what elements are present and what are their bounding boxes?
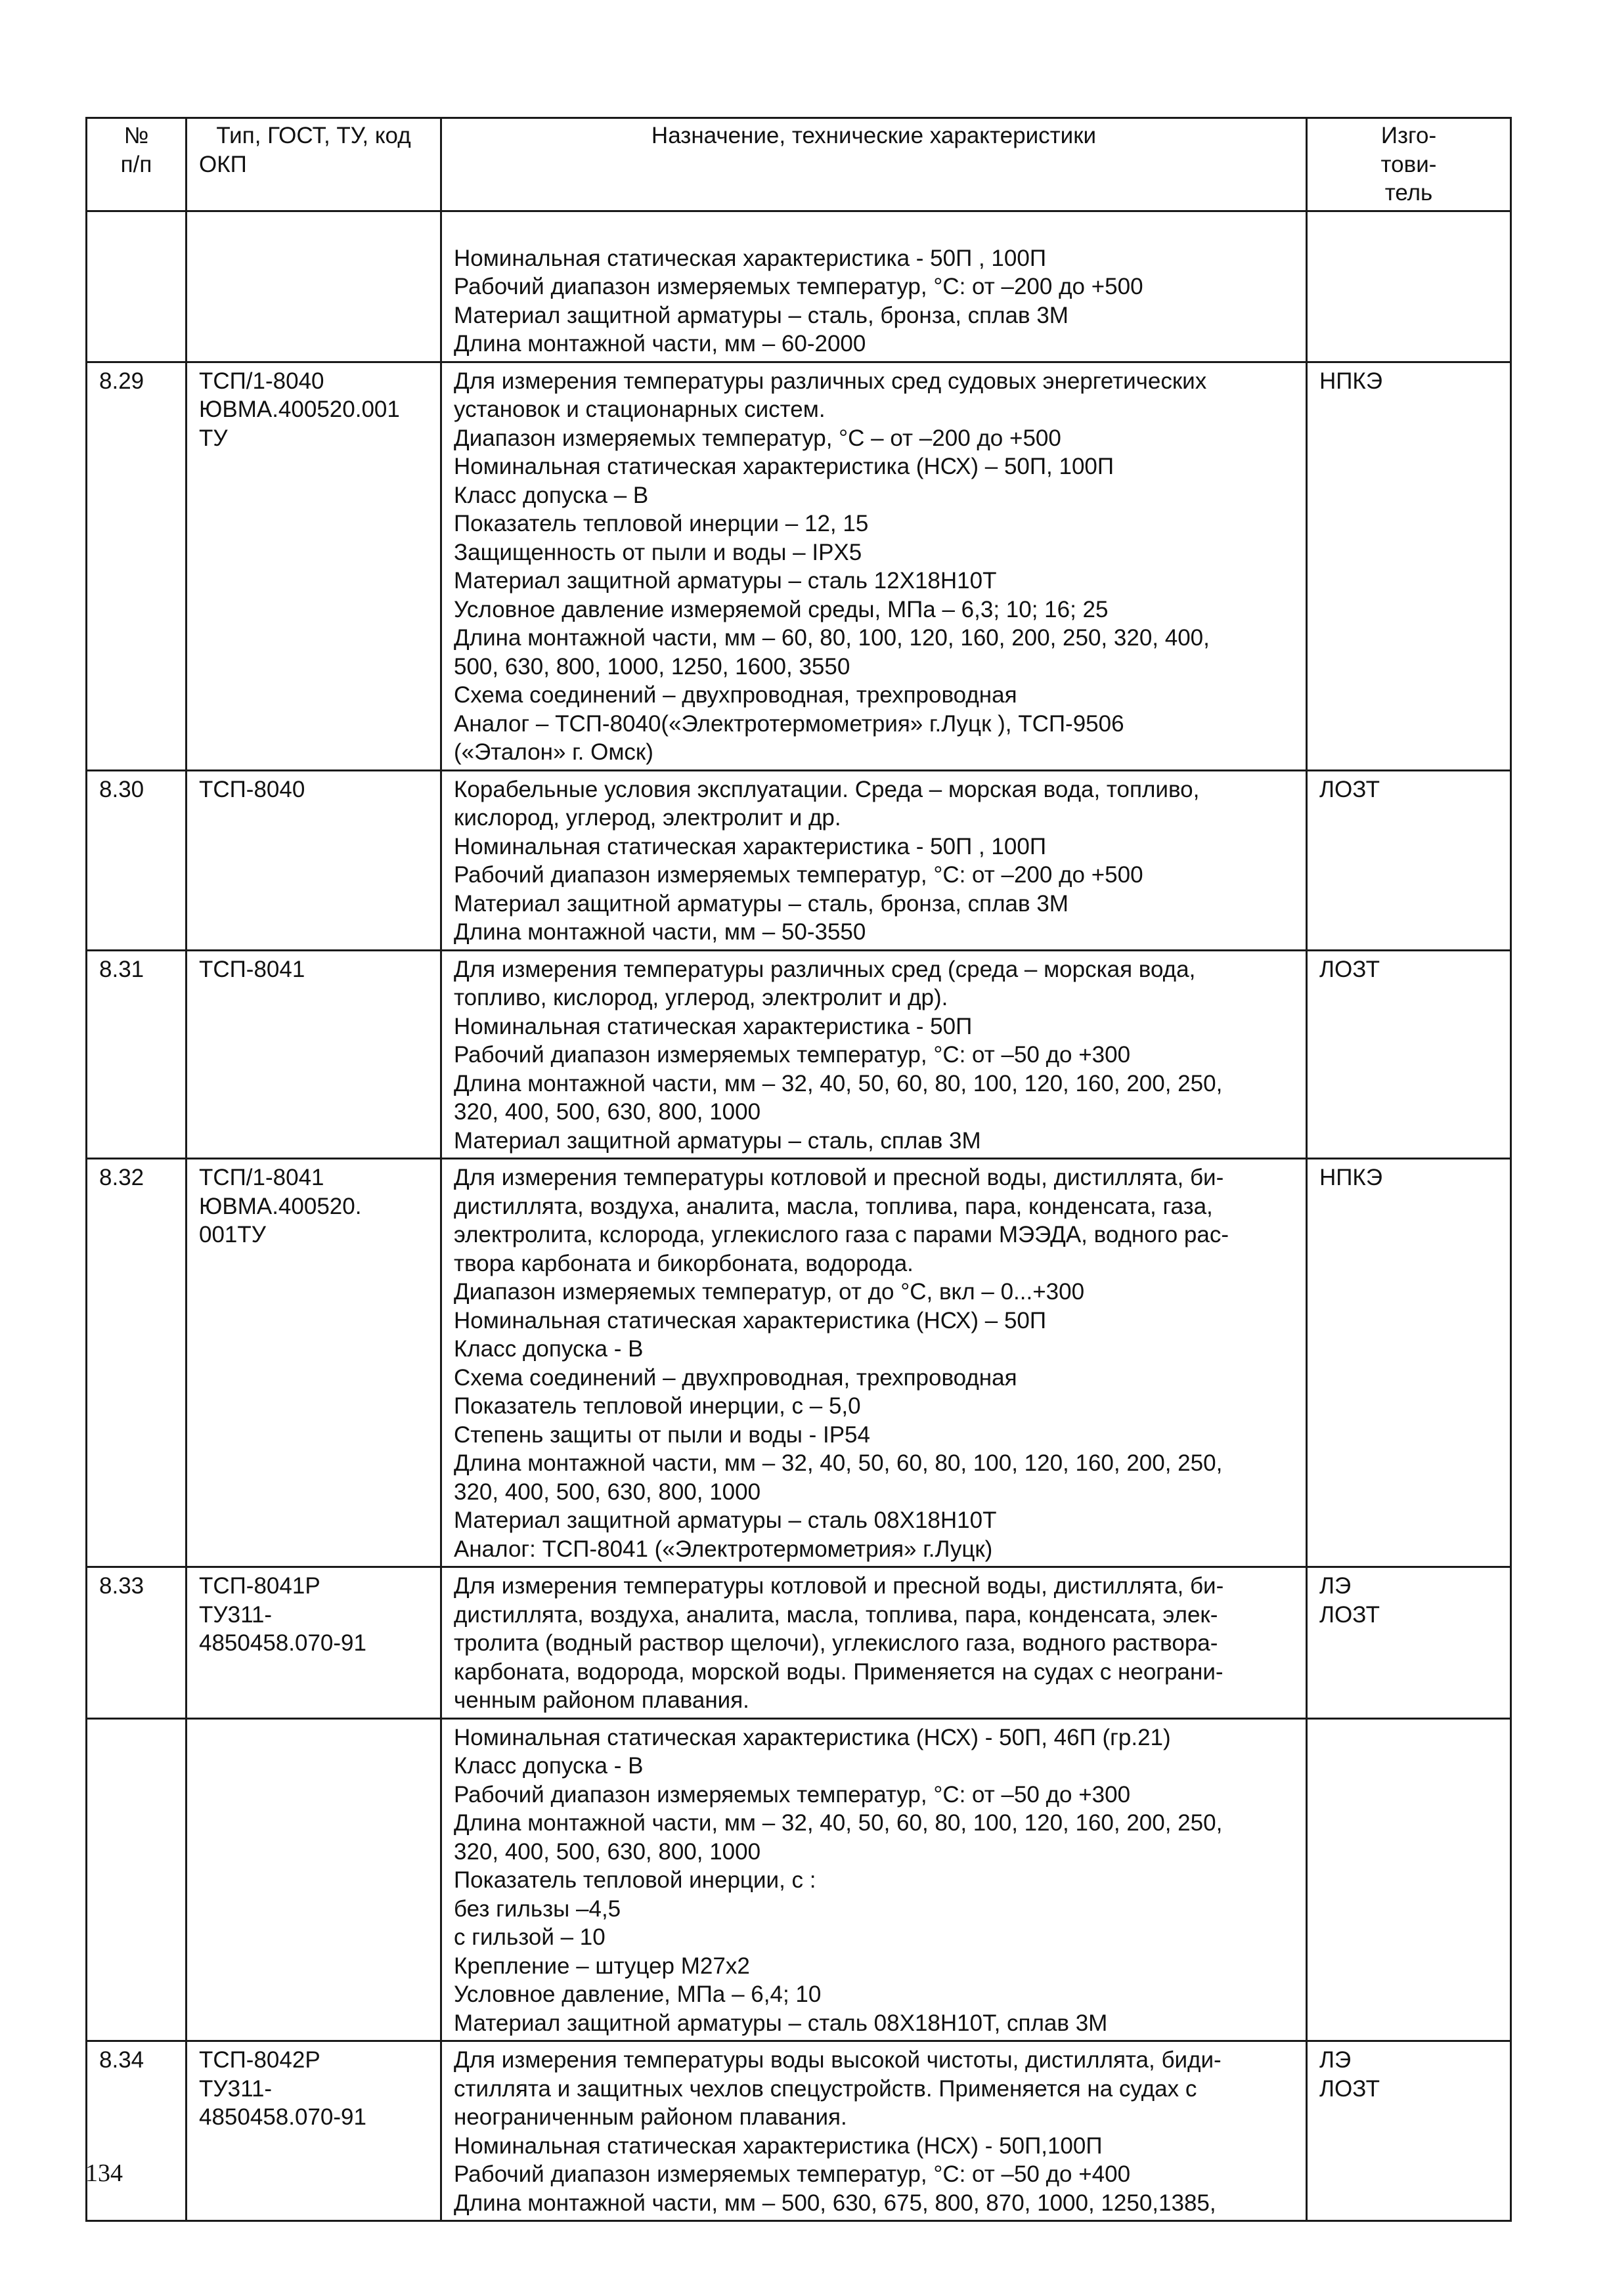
type-line: ТУ311- — [199, 2075, 273, 2102]
manufacturer-cell — [1307, 362, 1511, 770]
description-line: Защищенность от пыли и воды – IPX5 — [454, 539, 862, 565]
description-cell — [441, 1567, 1307, 1719]
row-number-cell — [87, 1567, 187, 1719]
description-line: Показатель тепловой инерции, с : — [454, 1867, 816, 1893]
description-cell — [441, 1159, 1307, 1567]
description-line: Рабочий диапазон измеряемых температур, °С: от –200 до +500 — [454, 862, 1143, 888]
description-line: неограниченным районом плавания. — [454, 2104, 847, 2130]
description-line: тролита (водный раствор щелочи), углекислого газа, водного раствора- — [454, 1630, 1218, 1656]
description-line: Номинальная статическая характеристика - 50П , 100П — [454, 833, 1046, 859]
description-line: Рабочий диапазон измеряемых температур, °С: от –50 до +300 — [454, 1781, 1131, 1808]
description-line: 320, 400, 500, 630, 800, 1000 — [454, 1099, 761, 1125]
manufacturer-line: ЛЭ — [1319, 1573, 1352, 1599]
description-line: 500, 630, 800, 1000, 1250, 1600, 3550 — [454, 653, 850, 680]
row-number-cell — [87, 950, 187, 1159]
table-header — [87, 118, 1511, 211]
page-number: 134 — [85, 2159, 123, 2187]
description-line: Аналог: ТСП-8041 («Электротермометрия» г.Луцк) — [454, 1536, 993, 1562]
description-line: стиллята и защитных чехлов спецустройств. Применяется на судах с — [454, 2075, 1197, 2102]
description-line: Для измерения температуры котловой и пресной воды, дистиллята, би- — [454, 1165, 1224, 1190]
description-line: Номинальная статическая характеристика (НСХ) - 50П, 46П (гр.21) — [454, 1724, 1171, 1750]
description-line: Для измерения температуры различных сред (среда – морская вода, — [454, 956, 1196, 982]
description-line: Номинальная статическая характеристика - 50П , 100П — [454, 245, 1046, 271]
type-line: ТСП-8041 — [199, 956, 305, 982]
type-line: ТУ311- — [199, 1601, 273, 1628]
type-cell — [187, 2041, 441, 2221]
description-line: Рабочий диапазон измеряемых температур, °С: от –200 до +500 — [454, 274, 1143, 299]
manufacturer-cell — [1307, 1567, 1511, 1719]
manufacturer-line: ЛОЗТ — [1319, 1601, 1380, 1628]
description-line: дистиллята, воздуха, аналита, масла, топлива, пара, конденсата, элек- — [454, 1601, 1218, 1628]
table-row — [87, 2041, 1511, 2221]
type-line: ЮВМА.400520.001 — [199, 397, 400, 422]
row-number: 8.34 — [99, 2047, 144, 2073]
table-row-continuation — [87, 211, 1511, 362]
type-line: 4850458.070-91 — [199, 2104, 366, 2130]
description-line: Степень защиты от пыли и воды - IP54 — [454, 1421, 870, 1448]
description-line: Материал защитной арматуры – сталь 12Х18Н10Т — [454, 568, 997, 594]
description-line: топливо, кислород, углерод, электролит и др). — [454, 985, 948, 1010]
description-cell — [441, 770, 1307, 950]
type-line: ЮВМА.400520. — [199, 1193, 362, 1219]
table-row — [87, 362, 1511, 770]
description-line: Условное давление, МПа – 6,4; 10 — [454, 1982, 822, 2007]
manufacturer-line: НПКЭ — [1319, 368, 1382, 394]
description-line: Номинальная статическая характеристика (НСХ) - 50П,100П — [454, 2133, 1103, 2159]
description-line: Рабочий диапазон измеряемых температур, °С: от –50 до +300 — [454, 1042, 1131, 1068]
row-number-cell — [87, 1159, 187, 1567]
header-manufacturer: Изго- тови- тель — [1307, 118, 1511, 211]
table-row — [87, 1159, 1511, 1567]
description-line: Диапазон измеряемых температур, от до °С, вкл – 0...+300 — [454, 1279, 1085, 1305]
manufacturer-line: ЛЭ — [1319, 2047, 1352, 2073]
header-number: № п/п — [87, 118, 187, 211]
description-line: Показатель тепловой инерции, с – 5,0 — [454, 1393, 861, 1419]
description-line: Для измерения температуры воды высокой чистоты, дистиллята, биди- — [454, 2047, 1222, 2073]
description-line: Материал защитной арматуры – сталь 08Х18Н10Т, сплав 3М — [454, 2010, 1108, 2036]
type-line: 001ТУ — [199, 1222, 267, 1247]
row-number-cell — [87, 2041, 187, 2221]
description-line: кислород, углерод, электролит и др. — [454, 805, 841, 831]
manufacturer-cell — [1307, 770, 1511, 950]
description-line: Класс допуска – В — [454, 482, 649, 508]
description-line: Номинальная статическая характеристика - 50П — [454, 1013, 973, 1039]
manufacturer-cell — [1307, 1159, 1511, 1567]
description-line: Класс допуска - В — [454, 1336, 644, 1362]
type-line: 4850458.070-91 — [199, 1630, 366, 1656]
row-number: 8.31 — [99, 956, 144, 982]
type-line: ТСП/1-8041 — [199, 1165, 324, 1190]
row-number-cell — [87, 362, 187, 770]
header-description: Назначение, технические характеристики — [441, 118, 1307, 211]
description-line: Показатель тепловой инерции – 12, 15 — [454, 511, 869, 536]
description-line: твора карбоната и бикорбоната, водорода. — [454, 1250, 914, 1276]
description-line: Схема соединений – двухпроводная, трехпроводная — [454, 1364, 1017, 1391]
description-cell — [441, 950, 1307, 1159]
table-row — [87, 1567, 1511, 1719]
description-line: 320, 400, 500, 630, 800, 1000 — [454, 1479, 761, 1505]
description-line: Длина монтажной части, мм – 60-2000 — [454, 331, 866, 357]
description-line: Длина монтажной части, мм – 500, 630, 675, 800, 870, 1000, 1250,1385, — [454, 2190, 1216, 2216]
description-line: Номинальная статическая характеристика (НСХ) – 50П — [454, 1307, 1047, 1333]
description-line: Для измерения температуры котловой и пресной воды, дистиллята, би- — [454, 1573, 1224, 1599]
type-cell — [187, 1567, 441, 1719]
type-cell — [187, 770, 441, 950]
row-number: 8.33 — [99, 1573, 144, 1599]
description-line: Схема соединений – двухпроводная, трехпроводная — [454, 682, 1017, 708]
description-line: Длина монтажной части, мм – 60, 80, 100, 120, 160, 200, 250, 320, 400, — [454, 625, 1210, 651]
table-row — [87, 770, 1511, 950]
row-number: 8.32 — [99, 1165, 144, 1190]
row-number-cell — [87, 770, 187, 950]
description-line: без гильзы –4,5 — [454, 1895, 621, 1922]
description-line: Корабельные условия эксплуатации. Среда – морская вода, топливо, — [454, 776, 1200, 802]
description-cell — [441, 211, 1307, 362]
type-cell — [187, 1718, 441, 2041]
description-line: Длина монтажной части, мм – 32, 40, 50, 60, 80, 100, 120, 160, 200, 250, — [454, 1810, 1223, 1836]
manufacturer-line: ЛОЗТ — [1319, 776, 1380, 802]
manufacturer-line: ЛОЗТ — [1319, 956, 1380, 982]
type-cell — [187, 1159, 441, 1567]
table-row — [87, 1718, 1511, 2041]
description-line: 320, 400, 500, 630, 800, 1000 — [454, 1838, 761, 1865]
description-line: Длина монтажной части, мм – 32, 40, 50, 60, 80, 100, 120, 160, 200, 250, — [454, 1070, 1223, 1096]
spec-table — [85, 117, 1512, 2222]
row-number-cell — [87, 1718, 187, 2041]
description-line: Для измерения температуры различных сред судовых энергетических — [454, 368, 1207, 394]
description-line: электролита, кслорода, углекислого газа с парами МЭЭДА, водного рас- — [454, 1222, 1229, 1247]
manufacturer-line: ЛОЗТ — [1319, 2075, 1380, 2102]
description-line: карбоната, водорода, морской воды. Применяется на судах с неограни- — [454, 1658, 1223, 1685]
description-line: дистиллята, воздуха, аналита, масла, топлива, пара, конденсата, газа, — [454, 1193, 1213, 1219]
row-number: 8.29 — [99, 368, 144, 394]
description-line: Крепление – штуцер М27х2 — [454, 1953, 750, 1979]
row-number: 8.30 — [99, 776, 144, 802]
type-cell — [187, 950, 441, 1159]
header-row — [87, 118, 1511, 211]
manufacturer-cell — [1307, 211, 1511, 362]
description-line: («Эталон» г. Омск) — [454, 739, 653, 765]
description-line: установок и стационарных систем. — [454, 397, 826, 422]
description-line: Длина монтажной части, мм – 32, 40, 50, 60, 80, 100, 120, 160, 200, 250, — [454, 1450, 1223, 1476]
manufacturer-cell — [1307, 950, 1511, 1159]
description-cell — [441, 1718, 1307, 2041]
table-row — [87, 950, 1511, 1159]
spacer — [454, 216, 1294, 244]
type-line: ТСП-8040 — [199, 776, 305, 802]
type-cell — [187, 211, 441, 362]
table-body — [87, 211, 1511, 2221]
type-line: ТУ — [199, 425, 228, 451]
description-line: Материал защитной арматуры – сталь, бронза, сплав 3М — [454, 302, 1069, 328]
description-cell — [441, 362, 1307, 770]
description-line: Материал защитной арматуры – сталь 08Х18Н10Т — [454, 1507, 997, 1533]
description-line: Длина монтажной части, мм – 50-3550 — [454, 919, 866, 945]
type-cell — [187, 362, 441, 770]
description-line: с гильзой – 10 — [454, 1924, 606, 1950]
type-line: ТСП-8042Р — [199, 2047, 320, 2073]
description-line: Аналог – ТСП-8040(«Электротермометрия» г.Луцк ), ТСП-9506 — [454, 710, 1124, 737]
type-line: ТСП/1-8040 — [199, 368, 324, 394]
description-line: Условное давление измеряемой среды, МПа – 6,3; 10; 16; 25 — [454, 596, 1109, 622]
type-line: ТСП-8041Р — [199, 1573, 320, 1599]
manufacturer-cell — [1307, 2041, 1511, 2221]
description-line: Диапазон измеряемых температур, °С – от –200 до +500 — [454, 425, 1061, 451]
description-line: Рабочий диапазон измеряемых температур, °С: от –50 до +400 — [454, 2161, 1131, 2187]
description-line: Материал защитной арматуры – сталь, сплав 3М — [454, 1127, 981, 1154]
description-line: ченным районом плавания. — [454, 1687, 749, 1713]
manufacturer-cell — [1307, 1718, 1511, 2041]
row-number-cell — [87, 211, 187, 362]
manufacturer-line: НПКЭ — [1319, 1165, 1382, 1190]
description-line: Номинальная статическая характеристика (НСХ) – 50П, 100П — [454, 454, 1114, 479]
header-type: Тип, ГОСТ, ТУ, код ОКП — [187, 118, 441, 211]
description-line: Материал защитной арматуры – сталь, бронза, сплав 3М — [454, 890, 1069, 917]
description-line: Класс допуска - В — [454, 1753, 644, 1779]
description-cell — [441, 2041, 1307, 2221]
